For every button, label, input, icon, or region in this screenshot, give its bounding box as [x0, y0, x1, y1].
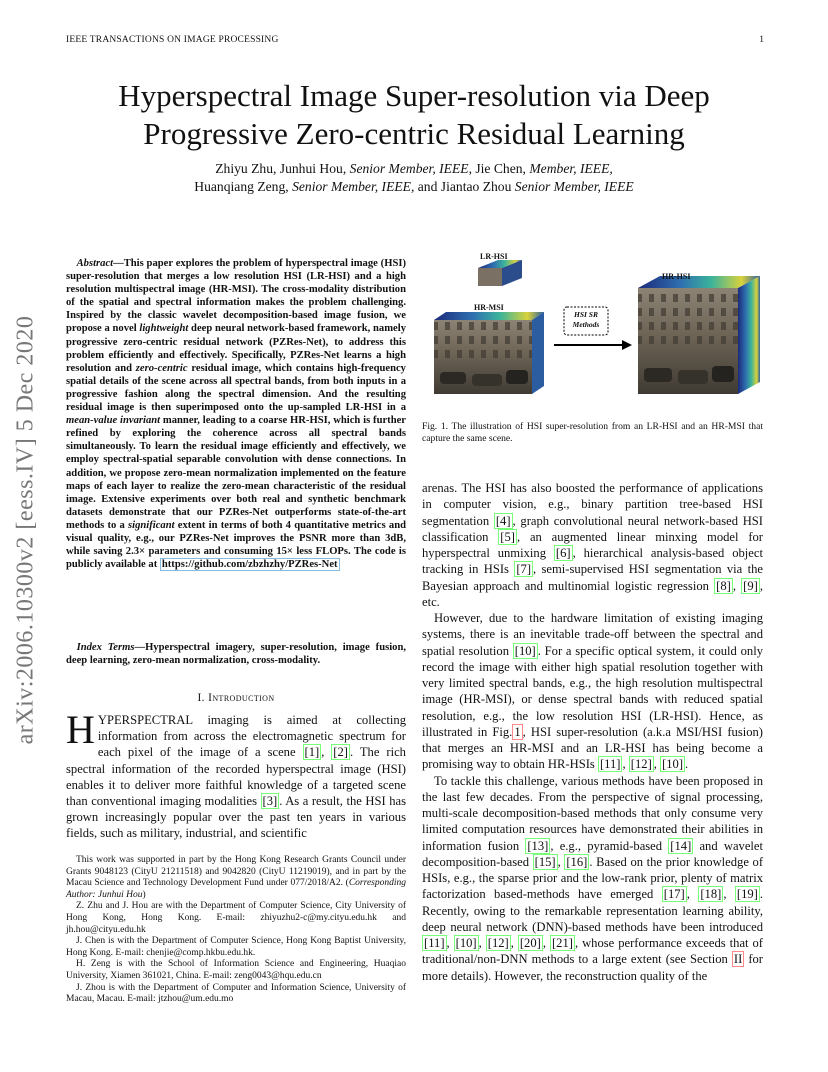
- footnote-funding: [66, 855, 406, 901]
- label-lr-hsi: LR-HSI: [480, 252, 508, 261]
- body-text: ,: [653, 757, 661, 772]
- body-text: and wavelet decomposition-based: [422, 838, 764, 869]
- abstract-label: Abstract: [76, 258, 114, 269]
- figure-illustration: [430, 250, 760, 415]
- abstract-text: residual image, which contains high-frequency spatial details of the scene across all spectral bands, from both inputs in a progressive fashion along the spectral dimension. And the resulting residual image is then superimposed onto the up-sampled LR-HSI in a: [66, 362, 406, 414]
- citation-link[interactable]: [16]: [566, 854, 588, 869]
- citation-link[interactable]: [10]: [455, 936, 477, 950]
- author-names-4: and Jiantao Zhou: [414, 179, 515, 194]
- footnote-affiliation: J. Zhou is with the Department of Computer and Information Science, University of Macau, Macau. E-mail: jtzhou@um.edu.mo: [66, 982, 406, 1005]
- footnote-text: This work was supported in part by the Hong Kong Research Grants Council under Grants 9048123 (CityU 21211518) and 9042820 (CityU 11219019), and in part by the Macau Science and Technology Development Fund under 077/2018/A2. (: [66, 855, 406, 889]
- body-text: ,: [622, 757, 629, 772]
- figure-1: [430, 250, 760, 415]
- author-names-2: Jie Chen,: [471, 161, 530, 176]
- section-number: I.: [197, 692, 209, 704]
- citation-link[interactable]: [11]: [599, 757, 621, 772]
- abstract-text: manner, leading to a coarse HR-HSI, which is further refined by exploring the coherence across all spectral bands simultaneously. To learn the residual image efficiently and effectively, we employ spectral-spatial separable convolution with dense connections. In addition, we propose zero-mean normalization implemented on the feature maps of each layer to realize the zero-mean characteristic of the residual image. Extensive experiments over both real and synthetic benchmark datasets demonstrate that our PZRes-Net outperforms state-of-the-art methods to a: [66, 415, 406, 531]
- body-text: . Based on the prior knowledge of HSIs, e.g., the sparse prior and the low-rank prior, plenty of matrix factorization based-methods have emerged: [422, 854, 764, 902]
- code-link[interactable]: https://github.com/zbzhzhy/PZRes-Net: [161, 559, 338, 571]
- footnote-affiliation: H. Zeng is with the School of Information Science and Engineering, Huaqiao University, Xiamen 361021, China. E-mail: zeng0043@hqu.edu.cn: [66, 959, 406, 981]
- author-names-3: Huanqiang Zeng,: [194, 179, 293, 194]
- body-text: for more details). However, the reconstruction quality of the: [422, 952, 764, 983]
- author-role-4: Senior Member, IEEE: [514, 179, 634, 194]
- footnote-text: ): [142, 889, 146, 900]
- author-role-2: Member, IEEE,: [529, 161, 613, 176]
- paragraph: [422, 773, 763, 984]
- arrow-icon: [554, 340, 632, 350]
- body-text: ,: [478, 936, 486, 950]
- citation-link[interactable]: [13]: [527, 838, 549, 853]
- body-text: ,: [446, 936, 454, 950]
- body-text: arenas. The HSI has also boosted the performance of applications in computer vision, e.g., binary partition tree-based HSI segmentation: [422, 481, 763, 528]
- citation-link[interactable]: [8]: [716, 578, 731, 593]
- author-list: [60, 160, 768, 196]
- abstract-emphasis: significant: [128, 519, 175, 531]
- abstract-text: extent in terms of both 4 quantitative metrics and visual quality, e.g., our PZRes-Net improves the PSNR more than 3dB, while saving 2.3× parameters and consuming 15× less FLOPs. The code is publicly available at: [66, 519, 406, 571]
- body-text: To tackle this challenge, various methods have been proposed in the last few decades. From the perspective of signal processing, multi-scale decomposition-based methods that only consume very limited computation resources have demonstrated their abilities in information fusion: [422, 773, 763, 853]
- drop-cap: H: [66, 707, 95, 752]
- body-text: , semi-supervised HSI segmentation via the Bayesian approach and multinomial logistic regression: [422, 562, 763, 593]
- citation-link[interactable]: [5]: [500, 529, 515, 544]
- methods-box-line: Methods: [572, 320, 600, 329]
- abstract-text: deep neural network-based framework, namely progressive zero-centric residual network (PZRes-Net), to address this problem efficiently and effectively. Specifically, PZRes-Net learns a high resolution and: [66, 323, 406, 374]
- label-hr-hsi: HR-HSI: [662, 272, 691, 281]
- abstract-emphasis: mean-value invariant: [66, 415, 161, 427]
- body-text: ,: [510, 936, 518, 950]
- body-text: , graph convolutional neural network-based HSI classification: [422, 513, 763, 544]
- citation-link[interactable]: [9]: [743, 578, 758, 593]
- footnote-affiliation: Z. Zhu and J. Hou are with the Department of Computer Science, City University of Hong Kong, Hong Kong. E-mail: zhiyuzhu2-c@my.cityu.edu.hk and jh.hou@cityu.edu.hk: [66, 901, 406, 935]
- body-text: , an augmented linear minxing model for hyperspectral unmixing: [422, 529, 764, 560]
- citation-link[interactable]: [7]: [516, 562, 532, 577]
- citation-link[interactable]: [14]: [670, 838, 692, 853]
- title-line-1: Hyperspectral Image Super-resolution via Deep: [118, 78, 710, 113]
- body-text: , etc.: [422, 578, 764, 609]
- methods-box-line: HSI SR: [574, 310, 598, 319]
- citation-link[interactable]: [2]: [333, 745, 348, 760]
- body-text: ,: [723, 887, 735, 902]
- citation-link[interactable]: [6]: [555, 546, 571, 560]
- arxiv-stamp: [6, 290, 46, 770]
- lr-hsi-cube: [478, 260, 522, 286]
- paragraph: [422, 610, 763, 773]
- body-text: , hierarchical analysis-based object tracking in HSIs: [422, 546, 763, 577]
- author-role-1: Senior Member, IEEE,: [349, 161, 472, 176]
- body-text: .: [685, 757, 689, 772]
- citation-link[interactable]: [19]: [736, 887, 758, 902]
- hr-msi-image: [434, 312, 544, 394]
- paragraph: [422, 480, 763, 610]
- section-title: Introduction: [208, 692, 275, 704]
- title-line-2: Progressive Zero-centric Residual Learning: [143, 116, 685, 151]
- citation-link[interactable]: [11]: [424, 936, 445, 950]
- abstract: [66, 257, 406, 571]
- arxiv-stamp-text: arXiv:2006.10300v2 [eess.IV] 5 Dec 2020: [12, 315, 39, 745]
- body-text: However, due to the hardware limitation of existing imaging systems, there is an inevitable trade-off between the spectral and spatial resolution: [422, 611, 763, 658]
- intro-text: ,: [321, 745, 332, 760]
- figure-caption: Fig. 1. The illustration of HSI super-resolution from an LR-HSI and an HR-MSI that capture the same scene.: [422, 421, 763, 444]
- paper-title: [60, 77, 768, 153]
- intro-text: . The rich spectral information of the recorded hyperspectral image (HSI) enables it to deliver more faithful knowledge of a targeted scene than conventional imaging modalities: [66, 745, 406, 809]
- intro-paragraph: [66, 707, 406, 842]
- abstract-emphasis: lightweight: [139, 323, 189, 335]
- body-text: ,: [557, 854, 565, 869]
- section-heading: [66, 692, 406, 704]
- body-text: , e.g., pyramid-based: [550, 838, 669, 853]
- citation-link[interactable]: [12]: [487, 936, 509, 950]
- citation-link[interactable]: [21]: [551, 936, 573, 950]
- abstract-text: —This paper explores the problem of hyperspectral image (HSI) super-resolution that merges a low resolution HSI (LR-HSI) and a high resolution multispectral image (HR-MSI). The cross-modality distribution of the spatial and spectral information makes the problem challenging. Inspired by the classic wavelet decomposition-based image fusion, we propose a novel: [66, 258, 406, 335]
- label-hr-msi: HR-MSI: [474, 303, 504, 312]
- citation-link[interactable]: [12]: [630, 757, 652, 772]
- citation-link[interactable]: [10]: [662, 757, 684, 772]
- citation-link[interactable]: [18]: [700, 887, 722, 902]
- citation-link[interactable]: [10]: [514, 643, 536, 658]
- citation-link[interactable]: [15]: [534, 854, 556, 869]
- methods-box-label: [564, 310, 608, 330]
- citation-link[interactable]: [3]: [262, 794, 278, 809]
- running-head: IEEE TRANSACTIONS ON IMAGE PROCESSING: [66, 35, 279, 45]
- citation-link[interactable]: [20]: [519, 936, 541, 950]
- index-terms-text: —Hyperspectral imagery, super-resolution, image fusion, deep learning, zero-mean normalization, cross-modality.: [66, 642, 406, 667]
- footnote-affiliation: J. Chen is with the Department of Computer Science, Hong Kong Baptist University, Hong Kong. E-mail: chenjie@comp.hkbu.edu.hk.: [66, 936, 406, 958]
- index-terms: [66, 641, 406, 667]
- intro-text: . As a result, the HSI has grown increasingly popular over the past ten years in various fields, such as military, industrial, and scientific: [66, 794, 406, 841]
- right-column-text: [422, 480, 763, 984]
- page-number: 1: [759, 35, 764, 45]
- author-names-1: Zhiyu Zhu, Junhui Hou,: [215, 161, 350, 176]
- citation-link[interactable]: [1]: [304, 745, 320, 760]
- body-text: ,: [732, 578, 742, 593]
- footnotes: [66, 855, 406, 1006]
- body-text: , HSI super-resolution (a.k.a MSI/HSI fusion) that merges an HR-MSI and an LR-HSI has being become a promising way to obtain HR-HSIs: [422, 724, 764, 772]
- figure-link[interactable]: 1: [514, 724, 521, 739]
- body-text: . Recently, owing to the remarkable representation learning ability, deep neural network (DNN)-based methods have been introduced: [422, 887, 764, 934]
- index-terms-label: Index Terms: [76, 642, 135, 653]
- intro-text: YPERSPECTRAL imaging is aimed at collecting information from across the electromagnetic spectrum for each pixel of the image of a scene: [97, 713, 406, 760]
- body-text: . For a specific optical system, it could only record the image with either high spatial resolution together with very limited spectral bands, e.g., the high resolution multispectral image (HR-MSI), or dense spectral bands with reduced spatial resolution, e.g., the low resolution HSI (LR-HSI). Hence, as illustrated in Fig.: [422, 643, 763, 739]
- footnote-emphasis: Corresponding Author: Junhui Hou: [66, 878, 406, 900]
- body-text: ,: [542, 936, 550, 950]
- abstract-emphasis: zero-centric: [135, 362, 188, 374]
- citation-link[interactable]: [17]: [663, 887, 685, 902]
- citation-link[interactable]: [4]: [495, 513, 511, 528]
- section-link[interactable]: II: [733, 952, 743, 967]
- author-role-3: Senior Member, IEEE,: [292, 179, 415, 194]
- body-text: , whose performance exceeds that of traditional/non-DNN methods to a large extent (see Section: [422, 936, 764, 967]
- body-text: ,: [686, 887, 699, 902]
- hr-hsi-cube: [638, 276, 760, 394]
